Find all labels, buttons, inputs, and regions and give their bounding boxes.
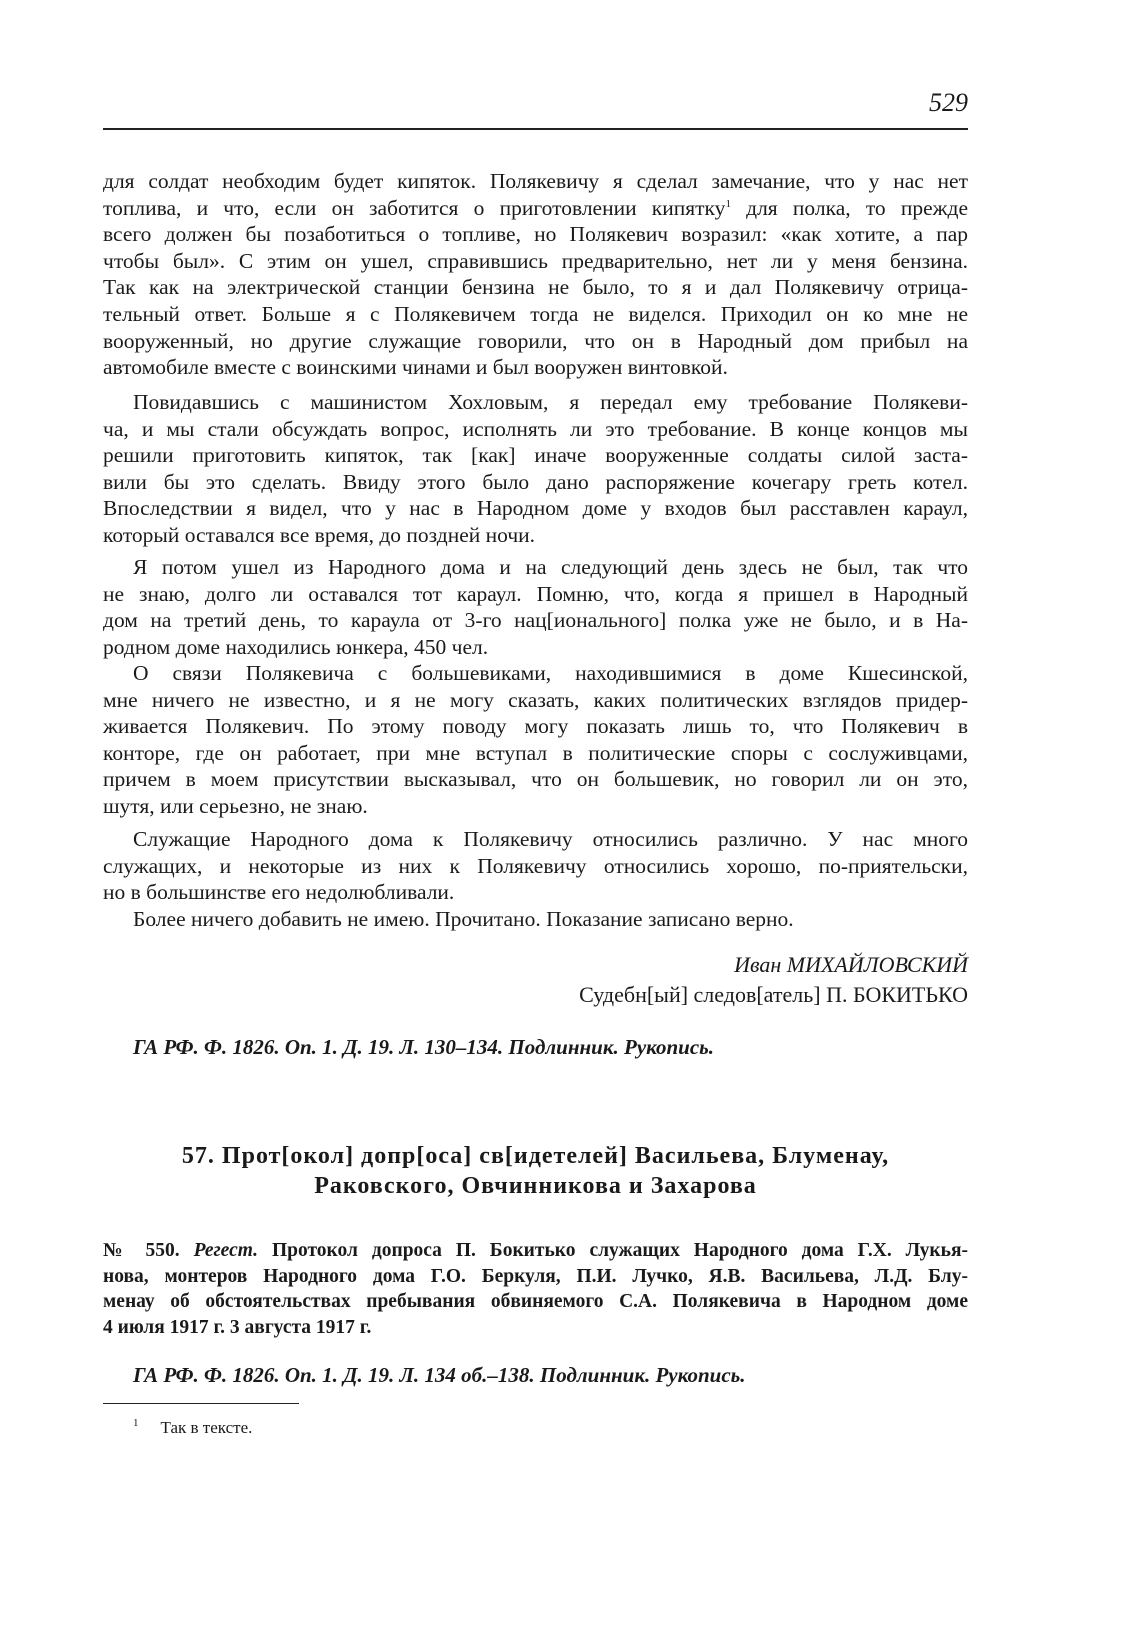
archive-source-2: ГА РФ. Ф. 1826. Оп. 1. Д. 19. Л. 134 об.–138. Подлинник. Рукопись. — [133, 1363, 746, 1387]
text-line: родном доме находились юнкера, 450 чел. — [103, 634, 489, 659]
regest-label: Регест. — [193, 1240, 259, 1261]
text-line: конторе, где он работает, при мне вступал в политические споры с сослуживцами, — [103, 740, 968, 765]
text-line: Служащие Народного дома к Полякевичу относились различно. У нас много — [133, 827, 968, 851]
text-line: решили приготовить кипяток, так [как] иначе вооруженные солдаты силой заста- — [103, 443, 968, 468]
text-fragment: топлива, и что, если он заботится о приготовлении кипятку — [103, 195, 726, 220]
text-line: тельный ответ. Больше я с Полякевичем тогда не виделся. Приходил он ко мне не — [103, 301, 968, 326]
text-line: служащих, и некоторые из них к Полякевичу относились хорошо, по-приятельски, — [103, 853, 968, 878]
text-line: который оставался все время, до поздней ночи. — [103, 522, 536, 547]
text-line: О связи Полякевича с большевиками, находившимися в доме Кшесинской, — [133, 661, 968, 685]
heading-line-1: 57. Прот[окол] допр[оса] св[идетелей] Васильева, Блуменау, — [181, 1143, 890, 1169]
text-line: Так как на электрической станции бензина не было, то я и дал Полякевичу отрица- — [103, 275, 968, 300]
text-line: ча, и мы стали обсуждать вопрос, исполнять ли это требование. В конце концов мы — [103, 416, 968, 441]
signature-surname: МИХАЙЛОВСКИЙ — [786, 952, 968, 977]
text-line: но в большинстве его недолюбливали. — [103, 880, 455, 905]
text-line: шутя, или серьезно, не знаю. — [103, 793, 368, 818]
text-line: для солдат необходим будет кипяток. Полякевичу я сделал замечание, что у нас нет — [103, 169, 968, 193]
footnote-rule — [103, 1403, 299, 1404]
text-fragment: для полка, то прежде — [746, 195, 969, 220]
text-line: автомобиле вместе с воинскими чинами и был вооружен винтовкой. — [103, 355, 728, 380]
text-line: Я потом ушел из Народного дома и на следующий день здесь не был, так что — [133, 555, 968, 579]
paragraph — [103, 826, 968, 906]
archive-source-1: ГА РФ. Ф. 1826. Оп. 1. Д. 19. Л. 130–134. Подлинник. Рукопись. — [133, 1035, 715, 1059]
text-line: мне ничего не известно, и я не могу сказать, каких политических взглядов придер- — [103, 687, 968, 712]
signature-witness — [734, 952, 968, 978]
paragraph — [103, 389, 968, 549]
text-line: дом на третий день, то караула от 3-го нац[ионального] полка уже не было, и в На- — [103, 608, 968, 633]
footnote-ref: 1 — [725, 197, 731, 210]
regest-line: Протокол допроса П. Бокитько служащих Народного дома Г.Х. Лукья- — [271, 1240, 969, 1261]
regest-line: менау об обстоятельствах пребывания обвиняемого С.А. Полякевича в Народном доме — [103, 1291, 968, 1312]
regest-number: № 550. — [103, 1240, 180, 1261]
signature-investigator: Судебн[ый] следов[атель] П. БОКИТЬКО — [579, 982, 968, 1007]
footnote-text: Так в тексте. — [160, 1418, 253, 1437]
text-line: вили бы это сделать. Ввиду этого было дано распоряжение кочегару греть котел. — [103, 469, 968, 494]
regest — [103, 1238, 968, 1340]
text-line: Более ничего добавить не имею. Прочитано. Показание записано верно. — [133, 907, 794, 931]
text-line: Впоследствии я видел, что у нас в Народном доме у входов был расставлен караул, — [103, 496, 968, 521]
text-line: живается Полякевич. По этому поводу могу показать лишь то, что Полякевич в — [103, 714, 968, 739]
regest-line: 4 июля 1917 г. 3 августа 1917 г. — [103, 1316, 372, 1338]
heading-line-2: Раковского, Овчинникова и Захарова — [314, 1173, 757, 1199]
paragraph — [103, 906, 968, 933]
text-line: чтобы был». С этим он ушел, справившись предварительно, нет ли у меня бензина. — [103, 248, 968, 273]
paragraph — [103, 554, 968, 660]
text-line: всего должен бы позаботиться о топливе, но Полякевич возразил: «как хотите, а пар — [103, 222, 968, 247]
header-rule — [103, 128, 968, 130]
text-line: вооруженный, но другие служащие говорили, что он в Народный дом прибыл на — [103, 328, 968, 353]
signature-first-name: Иван — [734, 952, 782, 977]
regest-line: нова, монтеров Народного дома Г.О. Беркуля, П.И. Лучко, Я.В. Васильева, Л.Д. Блу- — [103, 1265, 968, 1287]
text-line: не знаю, долго ли оставался тот караул. Помню, что, когда я пришел в Народный — [103, 581, 968, 606]
text-line: Повидавшись с машинистом Хохловым, я передал ему требование Полякеви- — [133, 390, 968, 414]
paragraph — [103, 168, 968, 381]
text-line: причем в моем присутствии высказывал, что он большевик, но говорил ли он это, — [103, 767, 968, 792]
page-number: 529 — [929, 88, 968, 117]
document-heading — [103, 1141, 968, 1201]
footnote — [133, 1418, 252, 1438]
text-line — [103, 195, 968, 222]
footnote-marker: 1 — [133, 1417, 139, 1430]
paragraph — [103, 660, 968, 820]
